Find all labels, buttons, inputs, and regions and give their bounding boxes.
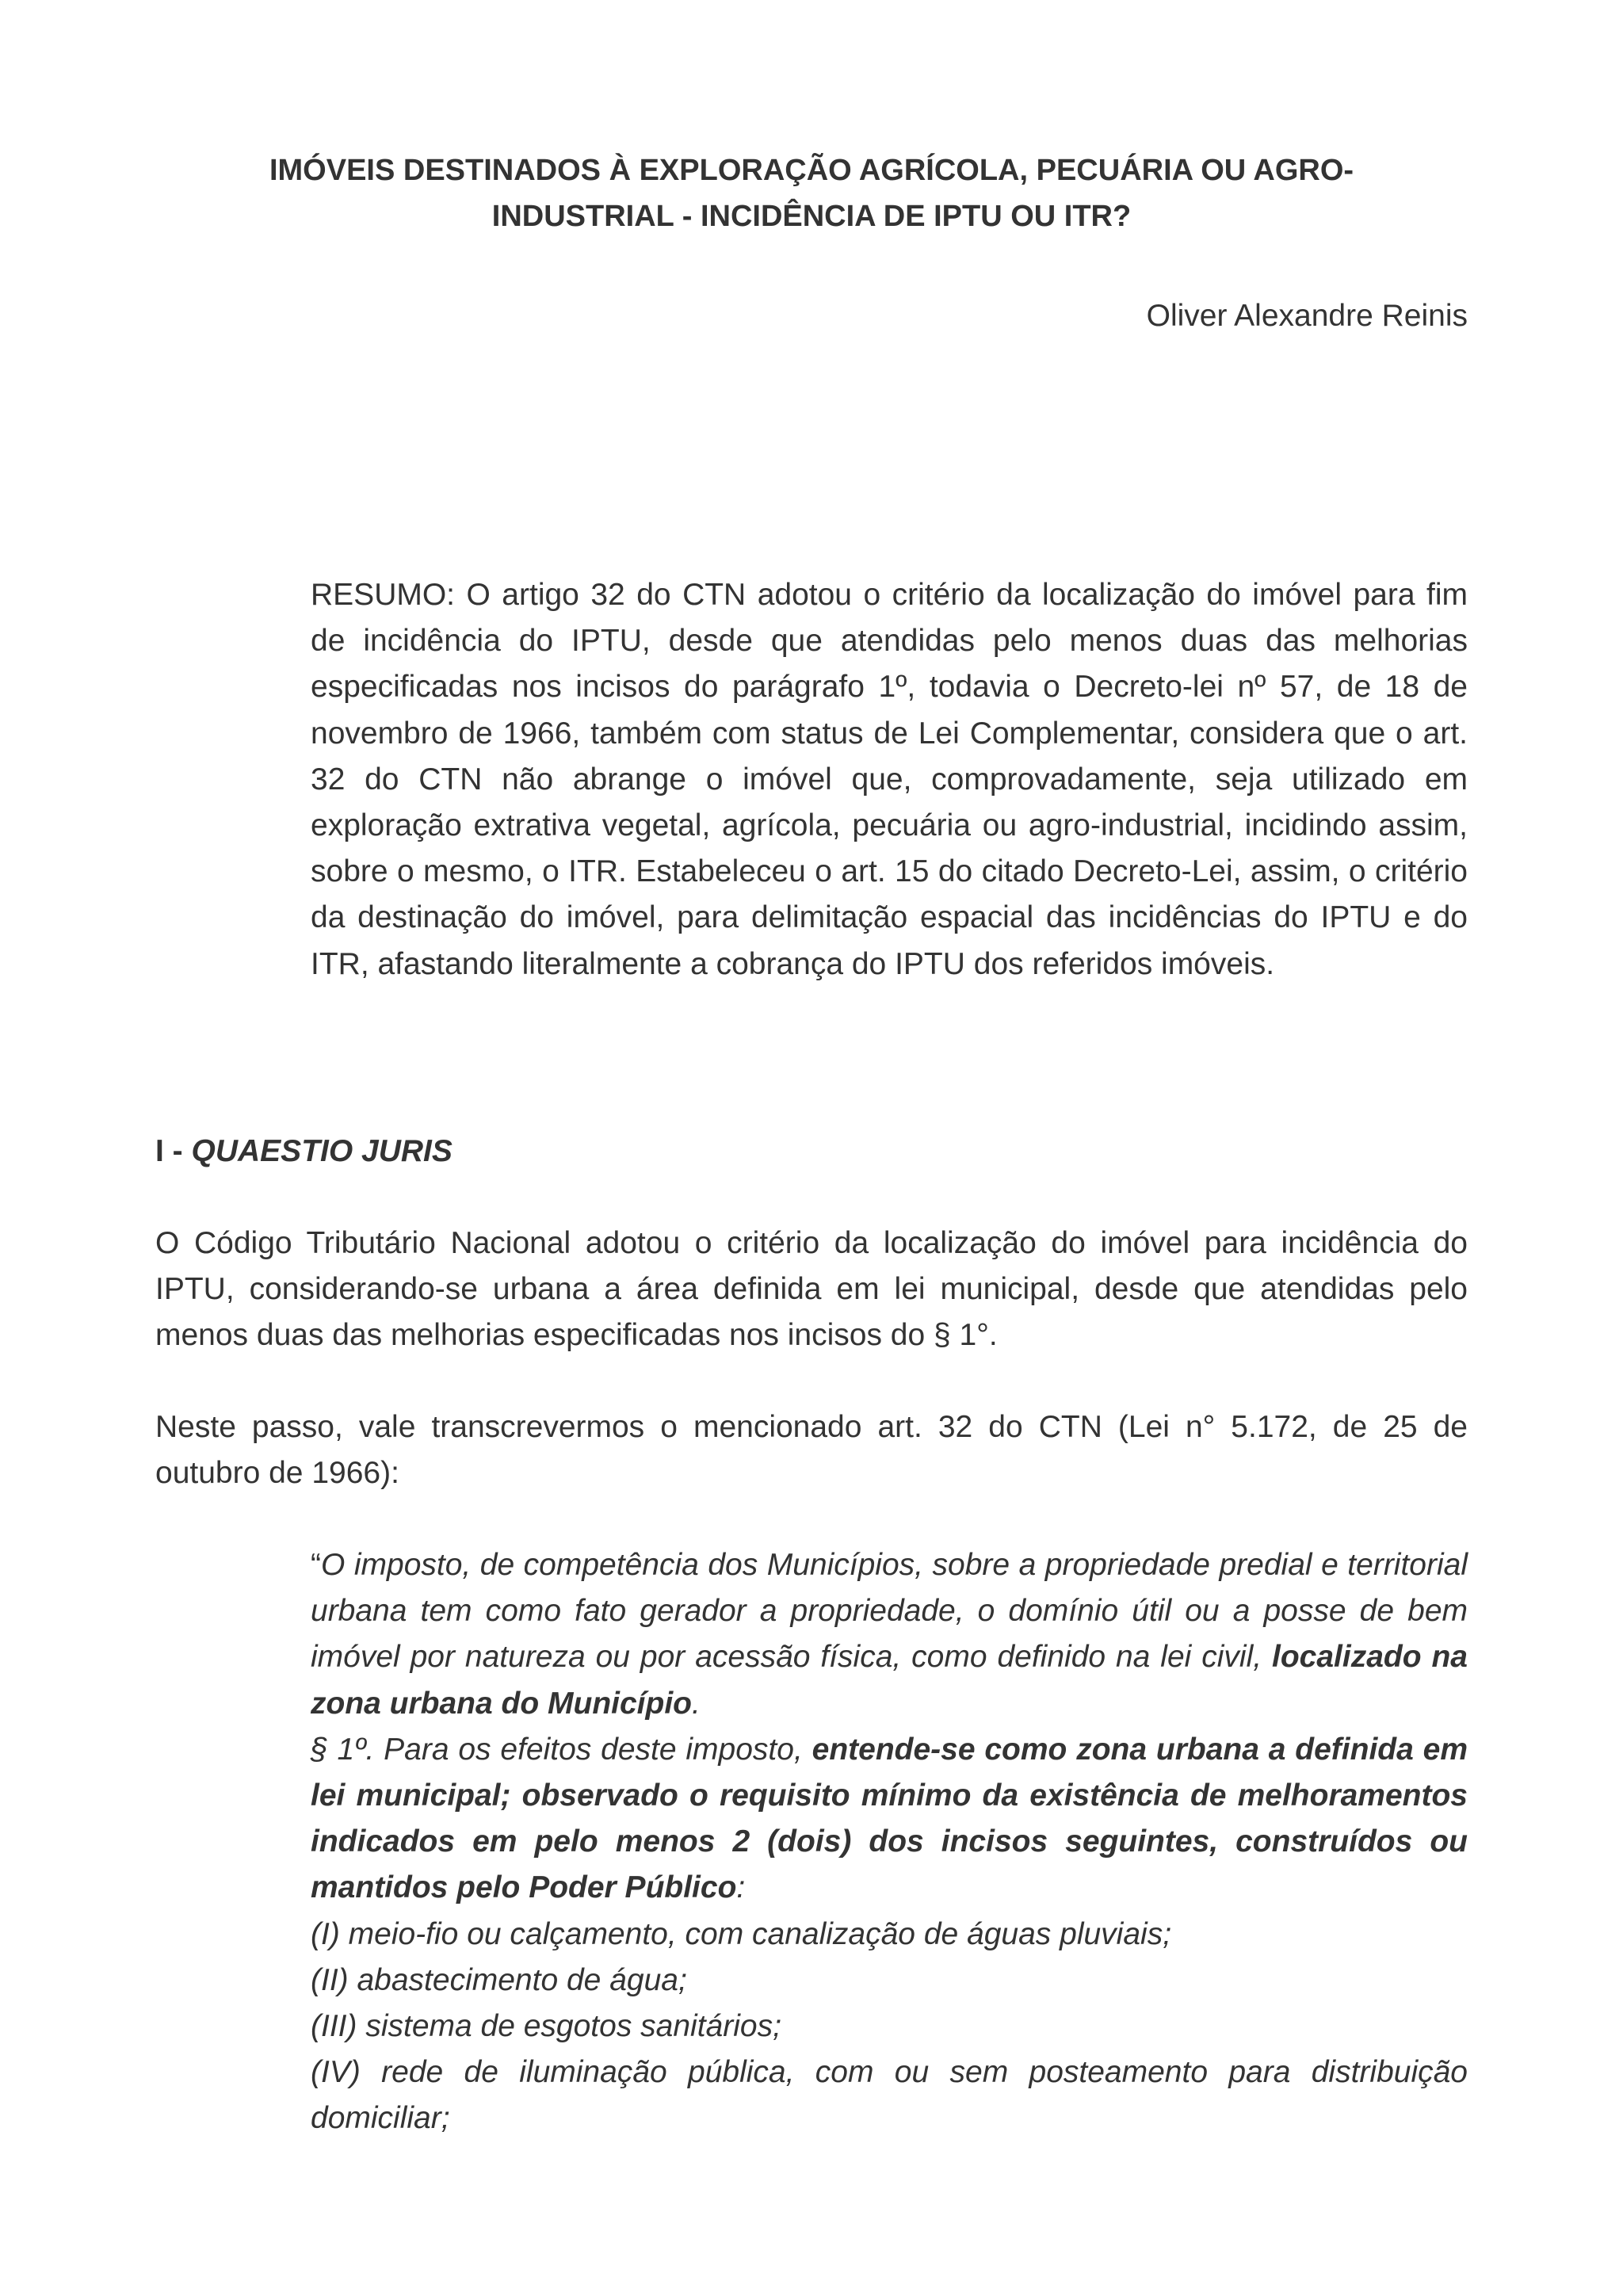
quote-item-1: (I) meio-fio ou calçamento, com canalização de águas pluviais;	[311, 1916, 1172, 1951]
quote-p1-start: § 1º. Para os efeitos deste imposto,	[311, 1732, 812, 1767]
quote-p1-end: :	[736, 1870, 746, 1905]
body-paragraph-2: Neste passo, vale transcrevermos o mencionado art. 32 do CTN (Lei n° 5.172, de 25 de outubro de 1966):	[155, 1410, 1468, 1491]
quote-intro-text: O imposto, de competência dos Municípios, sobre a propriedade predial e territorial urbana tem como fato gerador a propriedade, o domínio útil ou a posse de bem imóvel por natureza ou por acessão física, como definido na lei civil,	[311, 1548, 1468, 1675]
section-number: I -	[155, 1134, 192, 1168]
quote-paragraph-1	[311, 1727, 1468, 1912]
section-heading	[155, 1129, 453, 1175]
quote-item-3: (III) sistema de esgotos sanitários;	[311, 2009, 781, 2044]
quote-intro	[311, 1542, 1468, 1727]
body-paragraph-1: O Código Tributário Nacional adotou o critério da localização do imóvel para incidência do IPTU, considerando-se urbana a área definida em lei municipal, desde que atendidas pelo menos duas das melhorias especificadas nos incisos do § 1°.	[155, 1226, 1468, 1353]
open-quote-mark: “	[311, 1548, 321, 1582]
author-name: Oliver Alexandre Reinis	[1146, 299, 1468, 333]
quote-intro-end: .	[692, 1686, 701, 1721]
quote-intro-bold: localizado na zona urbana do Município	[311, 1640, 1468, 1721]
abstract-paragraph: RESUMO: O artigo 32 do CTN adotou o critério da localização do imóvel para fim de incidência do IPTU, desde que atendidas pelo menos duas das melhorias especificadas nos incisos do parágrafo 1º, todavia o Decreto-lei nº 57, de 18 de novembro de 1966, também com status de Lei Complementar, considera que o art. 32 do CTN não abrange o imóvel que, comprovadamente, seja utilizado em exploração extrativa vegetal, agrícola, pecuária ou agro-industrial, incidindo assim, sobre o mesmo, o ITR. Estabeleceu o art. 15 do citado Decreto-Lei, assim, o critério da destinação do imóvel, para delimitação espacial das incidências do IPTU e do ITR, afastando literalmente a cobrança do IPTU dos referidos imóveis.	[311, 578, 1468, 981]
legal-quote-block	[311, 1542, 1468, 2142]
quote-item-2: (II) abastecimento de água;	[311, 1962, 687, 1997]
title-line-1: IMÓVEIS DESTINADOS À EXPLORAÇÃO AGRÍCOLA, PECUÁRIA OU AGRO-	[269, 154, 1354, 187]
quote-item-4: (IV) rede de iluminação pública, com ou sem posteamento para distribuição domiciliar;	[311, 2055, 1468, 2136]
document-title	[155, 147, 1468, 239]
quote-p1-bold: entende-se como zona urbana a definida em lei municipal; observado o requisito mínimo da existência de melhoramentos indicados em pelo menos 2 (dois) dos incisos seguintes, construídos ou mantidos pelo Poder Público	[311, 1732, 1468, 1905]
section-name: QUAESTIO JURIS	[191, 1134, 453, 1168]
title-line-2: INDUSTRIAL - INCIDÊNCIA DE IPTU OU ITR?	[491, 200, 1132, 233]
